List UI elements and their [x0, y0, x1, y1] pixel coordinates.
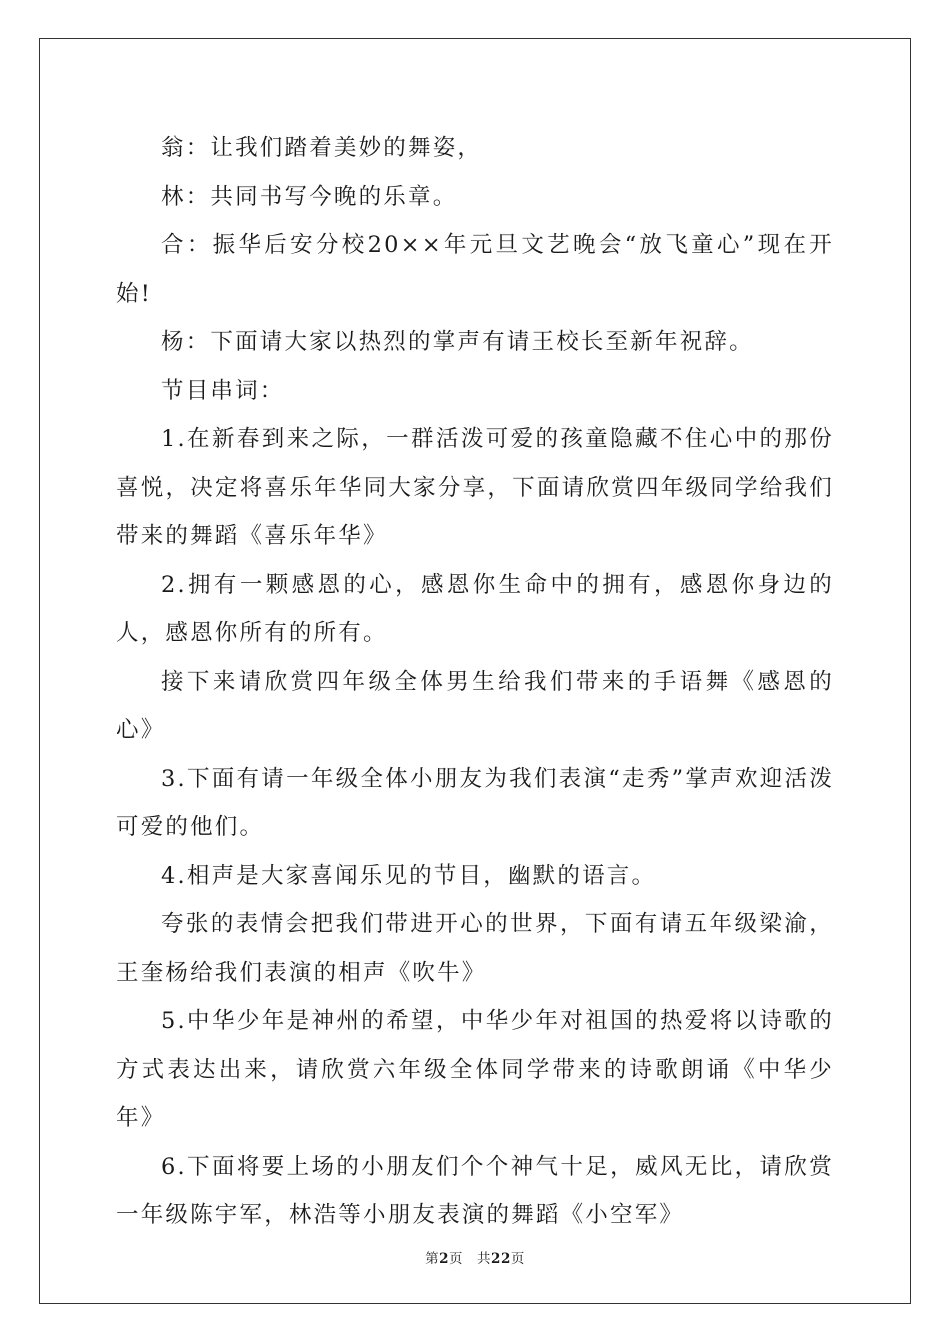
paragraph: 翁：让我们踏着美妙的舞姿， [161, 135, 483, 161]
page-number: 2 [439, 1251, 450, 1267]
paragraph: 6.下面将要上场的小朋友们个个神气十足，威风无比，请欣赏一年级陈宇军，林浩等小朋友表演的舞蹈《小空军》 [116, 1153, 834, 1228]
paragraph: 节目串词： [161, 377, 285, 404]
paragraph: 2.拥有一颗感恩的心，感恩你生命中的拥有，感恩你身边的人，感恩你所有的所有。 [116, 571, 834, 646]
document-body [116, 124, 834, 1240]
page-footer [0, 1247, 950, 1267]
page-suffix: 页 [449, 1251, 464, 1267]
paragraph: 林：共同书写今晚的乐章。 [161, 183, 458, 210]
paragraph: 4.相声是大家喜闻乐见的节目，幽默的语言。 [161, 862, 657, 889]
paragraph: 1.在新春到来之际，一群活泼可爱的孩童隐藏不住心中的那份喜悦，决定将喜乐年华同大家分享，下面请欣赏四年级同学给我们带来的舞蹈《喜乐年华》 [116, 426, 834, 549]
total-prefix: 共 [477, 1251, 492, 1267]
paragraph: 5.中华少年是神州的希望，中华少年对祖国的热爱将以诗歌的方式表达出来，请欣赏六年级全体同学带来的诗歌朗诵《中华少年》 [116, 1008, 834, 1131]
page-total: 22 [491, 1251, 511, 1267]
paragraph: 合：振华后安分校20××年元旦文艺晚会“放飞童心”现在开始! [116, 232, 834, 307]
paragraph: 杨：下面请大家以热烈的掌声有请王校长至新年祝辞。 [161, 329, 754, 355]
paragraph: 接下来请欣赏四年级全体男生给我们带来的手语舞《感恩的心》 [116, 668, 834, 743]
total-suffix: 页 [510, 1251, 525, 1267]
page-prefix: 第 [425, 1251, 440, 1267]
paragraph: 3.下面有请一年级全体小朋友为我们表演“走秀”掌声欢迎活泼可爱的他们。 [116, 765, 834, 840]
paragraph: 夸张的表情会把我们带进开心的世界，下面有请五年级梁渝，王奎杨给我们表演的相声《吹牛》 [116, 911, 834, 986]
